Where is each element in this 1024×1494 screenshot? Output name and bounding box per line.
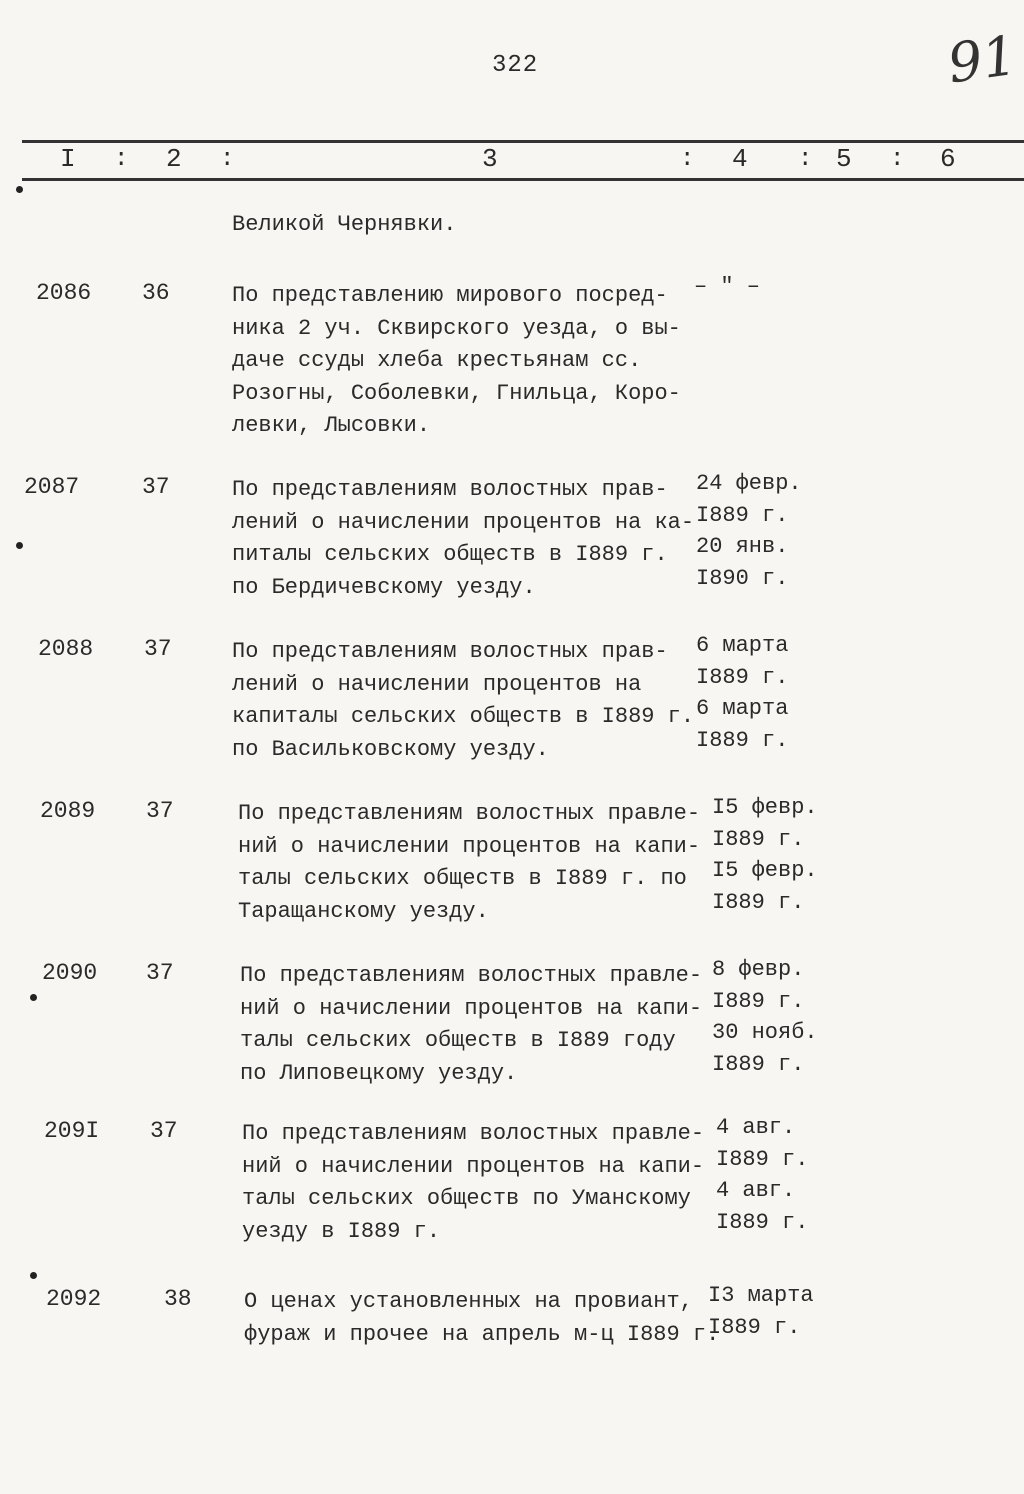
date-line: I890 г.	[696, 565, 789, 591]
entry-number: 2086	[36, 280, 92, 306]
date-line: I889 г.	[712, 889, 805, 915]
entry-number: 2090	[42, 960, 98, 986]
binder-hole-mark	[30, 1272, 37, 1279]
date-line: I5 февр.	[712, 795, 818, 820]
date-line: I889 г.	[712, 988, 805, 1014]
binder-hole-mark	[16, 542, 23, 549]
date-line: 8 февр.	[712, 957, 805, 982]
description-line: питалы сельских обществ в I889 г.	[232, 542, 668, 567]
column-header-3: 3	[482, 144, 498, 174]
description-line: Таращанскому уезду.	[238, 898, 489, 924]
description-line: По представлениям волостных прав-	[232, 477, 668, 502]
entry-description	[240, 960, 703, 1090]
entry-dates	[712, 954, 818, 1080]
entry-number: 2092	[46, 1286, 102, 1312]
entry-volume: 37	[142, 474, 170, 500]
description-line: талы сельских обществ по Уманскому	[242, 1186, 691, 1211]
description-line: уезду в I889 г.	[242, 1218, 441, 1244]
entry-dates	[708, 1280, 814, 1343]
date-line: I3 марта	[708, 1283, 814, 1308]
entry-dates	[696, 468, 802, 594]
description-line: по Васильковскому уезду.	[232, 736, 549, 762]
column-header-5: 5	[836, 144, 852, 174]
date-line: 30 нояб.	[712, 1020, 818, 1045]
description-line: ний о начислении процентов на капи-	[242, 1153, 705, 1179]
entry-volume: 36	[142, 280, 170, 306]
entry-number: 2089	[40, 798, 96, 824]
column-separator: :	[890, 146, 905, 173]
description-line: По представлениям волостных прав-	[232, 639, 668, 664]
entry-description	[244, 1286, 720, 1351]
column-header-6: 6	[940, 144, 956, 174]
entry-dates	[696, 630, 788, 756]
description-line: По представлениям волостных правле-	[240, 963, 703, 988]
description-line: ний о начислении процентов на капи-	[240, 995, 703, 1021]
column-header-1: I	[60, 144, 76, 174]
header-top-rule	[22, 140, 1024, 143]
description-line: ника 2 уч. Сквирского уезда, о вы-	[232, 315, 681, 341]
description-line: лений о начислении процентов на	[232, 671, 642, 697]
date-line: 6 марта	[696, 696, 789, 721]
entry-description	[232, 636, 695, 766]
description-line: талы сельских обществ в I889 году	[240, 1028, 676, 1053]
entry-dates	[716, 1112, 808, 1238]
date-line: 24 февр.	[696, 471, 802, 496]
description-line: По представлениям волостных правле-	[242, 1121, 705, 1146]
description-line: По представлению мирового посред-	[232, 283, 668, 308]
handwritten-folio-number: 91	[943, 23, 1021, 96]
ditto-mark: – " –	[694, 274, 761, 299]
entry-number: 209I	[44, 1118, 100, 1144]
description-line: по Липовецкому уезду.	[240, 1060, 518, 1086]
binder-hole-mark	[16, 186, 23, 193]
page-number: 322	[492, 52, 539, 79]
date-line: I889 г.	[708, 1314, 801, 1340]
date-line: I5 февр.	[712, 858, 818, 883]
entry-description	[238, 798, 701, 928]
description-line: По представлениям волостных правле-	[238, 801, 701, 826]
description-line: ний о начислении процентов на капи-	[238, 833, 701, 859]
column-separator: :	[680, 146, 695, 173]
column-header-4: 4	[732, 144, 748, 174]
entry-volume: 37	[144, 636, 172, 662]
date-line: I889 г.	[696, 664, 789, 690]
description-line: О ценах установленных на провиант,	[244, 1289, 693, 1314]
description-line: Розогны, Соболевки, Гнильца, Коро-	[232, 380, 681, 406]
date-line: I889 г.	[696, 502, 789, 528]
date-line: I889 г.	[696, 727, 789, 753]
entry-number: 2087	[24, 474, 80, 500]
date-line: I889 г.	[712, 1051, 805, 1077]
header-bottom-rule	[22, 178, 1024, 181]
entry-volume: 37	[146, 960, 174, 986]
date-line: 6 марта	[696, 633, 789, 658]
entry-number: 2088	[38, 636, 94, 662]
entry-volume: 38	[164, 1286, 192, 1312]
description-line: левки, Лысовки.	[232, 413, 431, 438]
description-line: по Бердичевскому уезду.	[232, 574, 536, 600]
entry-description	[232, 474, 695, 604]
column-header-2: 2	[166, 144, 182, 174]
date-line: 20 янв.	[696, 534, 789, 559]
description-line: даче ссуды хлеба крестьянам сс.	[232, 348, 642, 373]
entry-volume: 37	[146, 798, 174, 824]
binder-hole-mark	[30, 994, 37, 1001]
description-line: лений о начислении процентов на ка-	[232, 509, 695, 535]
date-line: I889 г.	[716, 1146, 809, 1172]
date-line: 4 авг.	[716, 1178, 796, 1203]
date-line: 4 авг.	[716, 1115, 796, 1140]
description-line: талы сельских обществ в I889 г. по	[238, 866, 687, 891]
column-separator: :	[798, 146, 813, 173]
column-separator: :	[220, 146, 235, 173]
entry-volume: 37	[150, 1118, 178, 1144]
date-line: I889 г.	[712, 826, 805, 852]
entry-description	[232, 280, 692, 443]
date-line: I889 г.	[716, 1209, 809, 1235]
description-line: капиталы сельских обществ в I889 г.	[232, 704, 695, 729]
continuation-text: Великой Чернявки.	[232, 212, 457, 237]
entry-dates	[712, 792, 818, 918]
column-separator: :	[114, 146, 129, 173]
description-line: фураж и прочее на апрель м-ц I889 г.	[244, 1321, 720, 1347]
entry-description	[242, 1118, 705, 1248]
